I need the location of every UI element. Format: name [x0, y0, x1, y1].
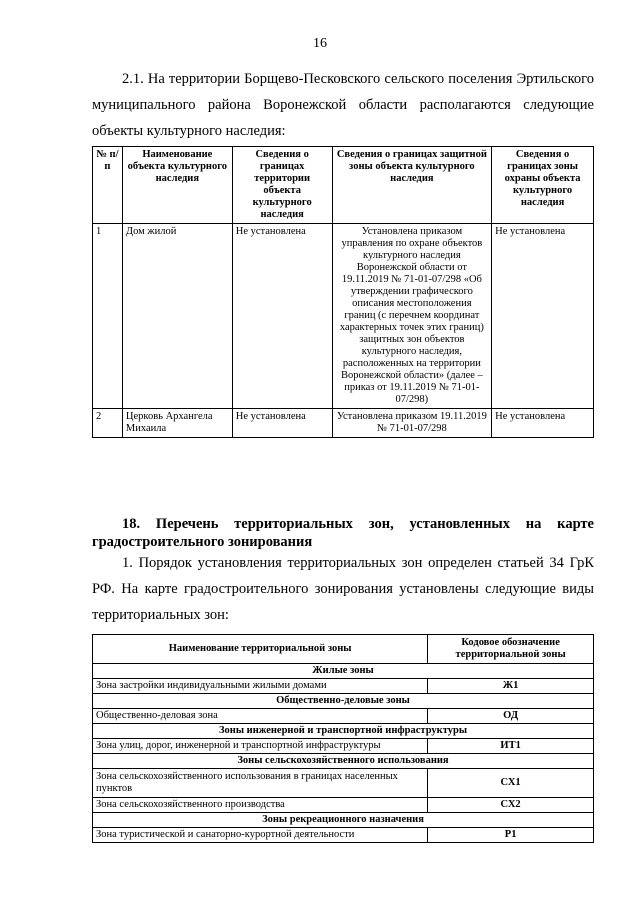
col-header-security-zone: Сведения о границах зоны охраны объекта культурного наследия: [492, 147, 594, 224]
table-row: [93, 828, 594, 843]
heritage-objects-table: [92, 146, 594, 438]
cell-security-zone: Не установлена: [492, 409, 594, 438]
section-heading-line1: 18. Перечень территориальных зон, установленных на карте: [122, 516, 594, 532]
group-title: Жилые зоны: [93, 664, 594, 679]
table-row: [93, 224, 594, 409]
cell-number: 2: [93, 409, 123, 438]
zone-name: Общественно-деловая зона: [93, 709, 428, 724]
zone-code: ИТ1: [428, 739, 594, 754]
intro-paragraph: 2.1. На территории Борщево-Песковского сельского поселения Эртильского муниципального района Воронежской области располагаются следующие объекты культурного наследия:: [92, 71, 594, 139]
cell-number: 1: [93, 224, 123, 409]
group-title: Зоны рекреационного назначения: [93, 813, 594, 828]
table-header-row: [93, 147, 594, 224]
col-header-territory: Сведения о границах территории объекта культурного наследия: [232, 147, 332, 224]
cell-security-zone: Не установлена: [492, 224, 594, 409]
col-header-protective-zone: Сведения о границах защитной зоны объекта культурного наследия: [332, 147, 492, 224]
col-header-name: Наименование объекта культурного наследия: [122, 147, 232, 224]
table-row: [93, 739, 594, 754]
zone-name: Зона сельскохозяйственного производства: [93, 798, 428, 813]
cell-name: Церковь Архангела Михаила: [122, 409, 232, 438]
cell-protective-zone: Установлена приказом управления по охране объектов культурного наследия Воронежской области от 19.11.2019 № 71-01-07/298 «Об утверждении графического описания местоположения границ (с перечнем координат характерных точек этих границ) защитных зон объектов культурного наследия, расположенных на территории Воронежской области» (далее – приказ от 19.11.2019 № 71-01-07/298): [332, 224, 492, 409]
table-row: [93, 769, 594, 798]
col-header-zone-code: Кодовое обозначение территориальной зоны: [428, 635, 594, 664]
table-row: [93, 679, 594, 694]
group-row: [93, 724, 594, 739]
section-heading-line2: градостроительного зонирования: [92, 534, 313, 550]
cell-protective-zone: Установлена приказом 19.11.2019 № 71-01-07/298: [332, 409, 492, 438]
zone-name: Зона улиц, дорог, инженерной и транспортной инфраструктуры: [93, 739, 428, 754]
group-title: Общественно-деловые зоны: [93, 694, 594, 709]
table-row: [93, 709, 594, 724]
col-header-number: № п/п: [93, 147, 123, 224]
group-row: [93, 664, 594, 679]
table-row: [93, 798, 594, 813]
zone-code: СХ2: [428, 798, 594, 813]
group-title: Зоны инженерной и транспортной инфраструктуры: [93, 724, 594, 739]
zone-name: Зона сельскохозяйственного использования в границах населенных пунктов: [93, 769, 428, 798]
group-row: [93, 813, 594, 828]
table-header-row: [93, 635, 594, 664]
cell-territory: Не установлена: [232, 409, 332, 438]
zone-code: Р1: [428, 828, 594, 843]
zone-name: Зона застройки индивидуальными жилыми домами: [93, 679, 428, 694]
page-number: 16: [313, 36, 327, 51]
group-row: [93, 754, 594, 769]
table-row: [93, 409, 594, 438]
zone-code: СХ1: [428, 769, 594, 798]
col-header-zone-name: Наименование территориальной зоны: [93, 635, 428, 664]
zones-paragraph: 1. Порядок установления территориальных зон определен статьей 34 ГрК РФ. На карте градостроительного зонирования установлены следующие виды территориальных зон:: [92, 555, 594, 623]
group-title: Зоны сельскохозяйственного использования: [93, 754, 594, 769]
zone-name: Зона туристической и санаторно-курортной деятельности: [93, 828, 428, 843]
cell-territory: Не установлена: [232, 224, 332, 409]
cell-name: Дом жилой: [122, 224, 232, 409]
territorial-zones-table: [92, 634, 594, 843]
section-heading: [92, 515, 594, 551]
group-row: [93, 694, 594, 709]
zone-code: Ж1: [428, 679, 594, 694]
zone-code: ОД: [428, 709, 594, 724]
